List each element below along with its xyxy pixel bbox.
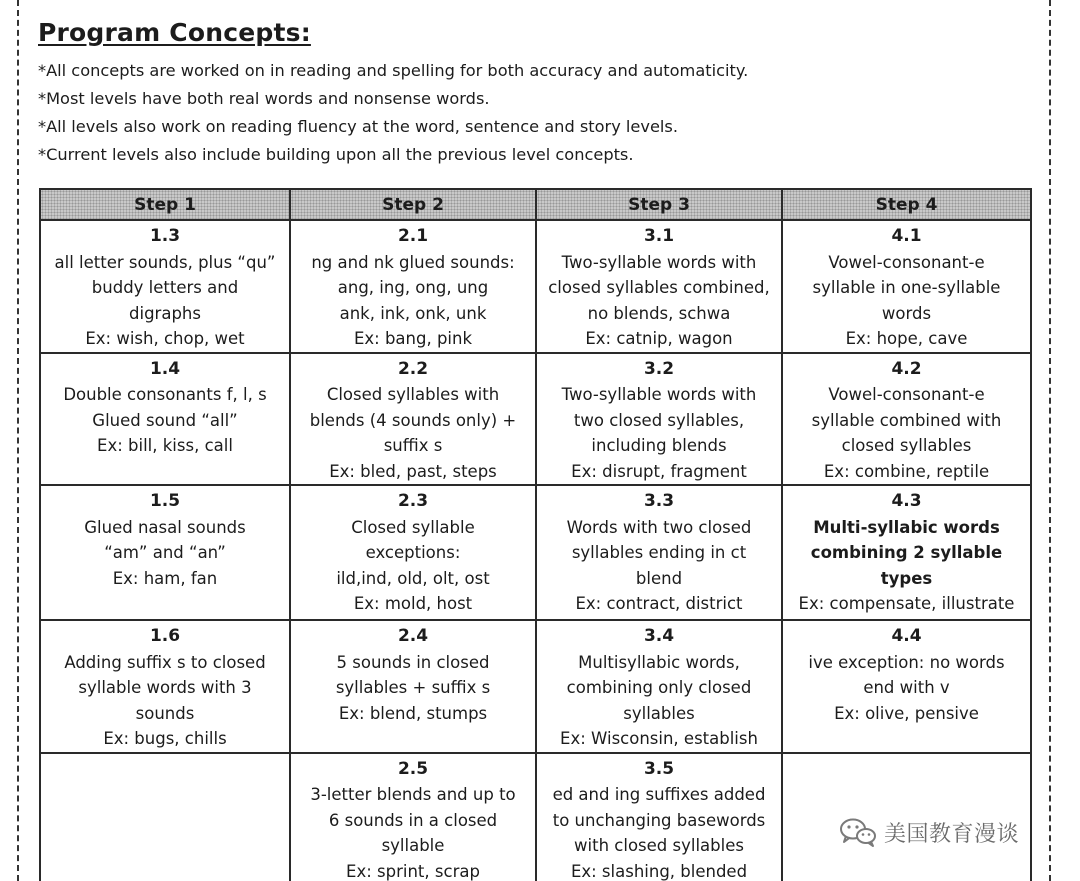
header-step-4: Step 4	[782, 189, 1031, 220]
level-description: Multi-syllabic words combining 2 syllable types	[810, 517, 1003, 588]
level-cell	[782, 220, 1031, 353]
level-cell	[290, 353, 536, 486]
level-cell	[290, 220, 536, 353]
level-example: Ex: compensate, illustrate	[798, 594, 1015, 613]
level-cell	[40, 220, 290, 353]
page-title: Program Concepts:	[38, 18, 311, 47]
note-item: *All levels also work on reading fluency at the word, sentence and story levels.	[38, 117, 678, 136]
table-row	[40, 620, 1031, 753]
level-cell	[536, 220, 782, 353]
level-example: Ex: contract, district	[575, 594, 743, 613]
level-example: Ex: combine, reptile	[823, 461, 990, 481]
level-example: Ex: bugs, chills	[103, 729, 227, 748]
level-number: 2.1	[397, 226, 429, 246]
level-example: Ex: blend, stumps	[338, 703, 488, 723]
level-example: Ex: hope, cave	[845, 329, 968, 348]
level-cell	[536, 753, 782, 881]
level-example: Ex: bang, pink	[353, 329, 473, 348]
watermark	[838, 816, 1019, 848]
watermark-text: 美国教育漫谈	[884, 821, 1020, 847]
left-cut-line	[17, 0, 19, 881]
level-description: Double consonants f, l, s Glued sound “all”	[63, 385, 267, 430]
level-description: Multisyllabic words, combining only closed syllables	[566, 652, 752, 723]
level-number: 1.3	[149, 226, 181, 246]
level-number: 3.3	[643, 491, 675, 511]
level-example: Ex: bled, past, steps	[329, 461, 497, 481]
level-description: ed and ing suffixes added to unchanging basewords with closed syllables	[552, 785, 766, 855]
level-cell	[40, 620, 290, 753]
level-example: Ex: catnip, wagon	[585, 329, 733, 348]
level-description: Vowel-consonant-e syllable in one-syllable words	[812, 252, 1001, 323]
level-example: Ex: olive, pensive	[834, 703, 979, 723]
level-example: Ex: bill, kiss, call	[97, 436, 233, 455]
level-cell	[290, 753, 536, 881]
concepts-table	[39, 188, 1032, 881]
level-number: 4.1	[891, 226, 922, 246]
level-example: Ex: slashing, blended	[570, 861, 748, 881]
level-description: ive exception: no words end with v	[808, 652, 1005, 697]
level-description: Words with two closed syllables ending in ct blend	[566, 517, 752, 588]
level-description: Closed syllables with blends (4 sounds only) + suffix s	[309, 385, 517, 455]
level-number: 3.4	[643, 626, 675, 646]
table-row	[40, 353, 1031, 486]
level-description: 5 sounds in closed syllables + suffix s	[335, 652, 491, 697]
level-example: Ex: wish, chop, wet	[85, 329, 245, 348]
empty-cell	[40, 753, 290, 881]
level-cell	[40, 485, 290, 620]
level-description: 3-letter blends and up to 6 sounds in a closed syllable	[310, 785, 516, 855]
level-number: 4.4	[891, 626, 922, 646]
note-item: *All concepts are worked on in reading and spelling for both accuracy and automaticity.	[38, 61, 749, 80]
level-number: 4.2	[891, 358, 922, 379]
level-cell	[536, 353, 782, 486]
wechat-icon	[838, 816, 878, 848]
level-number: 4.3	[891, 491, 922, 511]
level-description: Two-syllable words with two closed syllables, including blends	[561, 385, 757, 455]
level-example: Ex: mold, host	[353, 594, 473, 613]
notes-list	[38, 57, 748, 169]
table-row	[40, 220, 1031, 353]
level-description: Glued nasal sounds “am” and “an”	[84, 517, 246, 562]
table-header-row	[40, 189, 1031, 220]
level-example: Ex: disrupt, fragment	[571, 461, 747, 481]
header-step-1: Step 1	[40, 189, 290, 220]
level-cell	[782, 485, 1031, 620]
level-cell	[536, 485, 782, 620]
level-number: 1.5	[149, 491, 181, 511]
right-cut-line	[1049, 0, 1051, 881]
level-description: Closed syllable exceptions: ild,ind, old, olt, ost	[336, 517, 490, 588]
note-item: *Most levels have both real words and nonsense words.	[38, 89, 490, 108]
level-example: Ex: ham, fan	[112, 568, 218, 588]
level-description: ng and nk glued sounds: ang, ing, ong, ung ank, ink, onk, unk	[311, 252, 515, 323]
level-cell	[782, 620, 1031, 753]
level-number: 3.5	[643, 758, 675, 779]
level-cell	[40, 353, 290, 486]
level-number: 1.4	[149, 358, 181, 379]
level-example: Ex: Wisconsin, establish	[560, 729, 758, 748]
level-example: Ex: sprint, scrap	[346, 861, 480, 881]
level-description: Adding suffix s to closed syllable words with 3 sounds	[64, 652, 266, 723]
level-cell	[782, 353, 1031, 486]
level-number: 2.2	[397, 358, 429, 379]
note-item: *Current levels also include building upon all the previous level concepts.	[38, 145, 634, 164]
level-number: 2.4	[397, 626, 429, 646]
level-description: Two-syllable words with closed syllables combined, no blends, schwa	[548, 252, 770, 323]
header-step-2: Step 2	[290, 189, 536, 220]
header-step-3: Step 3	[536, 189, 782, 220]
level-cell	[290, 620, 536, 753]
level-number: 3.2	[643, 358, 675, 379]
level-number: 2.3	[397, 491, 429, 511]
level-number: 2.5	[397, 758, 429, 779]
level-number: 3.1	[643, 226, 675, 246]
level-cell	[536, 620, 782, 753]
level-number: 1.6	[149, 626, 181, 646]
table-row	[40, 485, 1031, 620]
level-description: Vowel-consonant-e syllable combined with closed syllables	[811, 385, 1002, 455]
level-cell	[290, 485, 536, 620]
level-description: all letter sounds, plus “qu” buddy letters and digraphs	[54, 252, 276, 323]
